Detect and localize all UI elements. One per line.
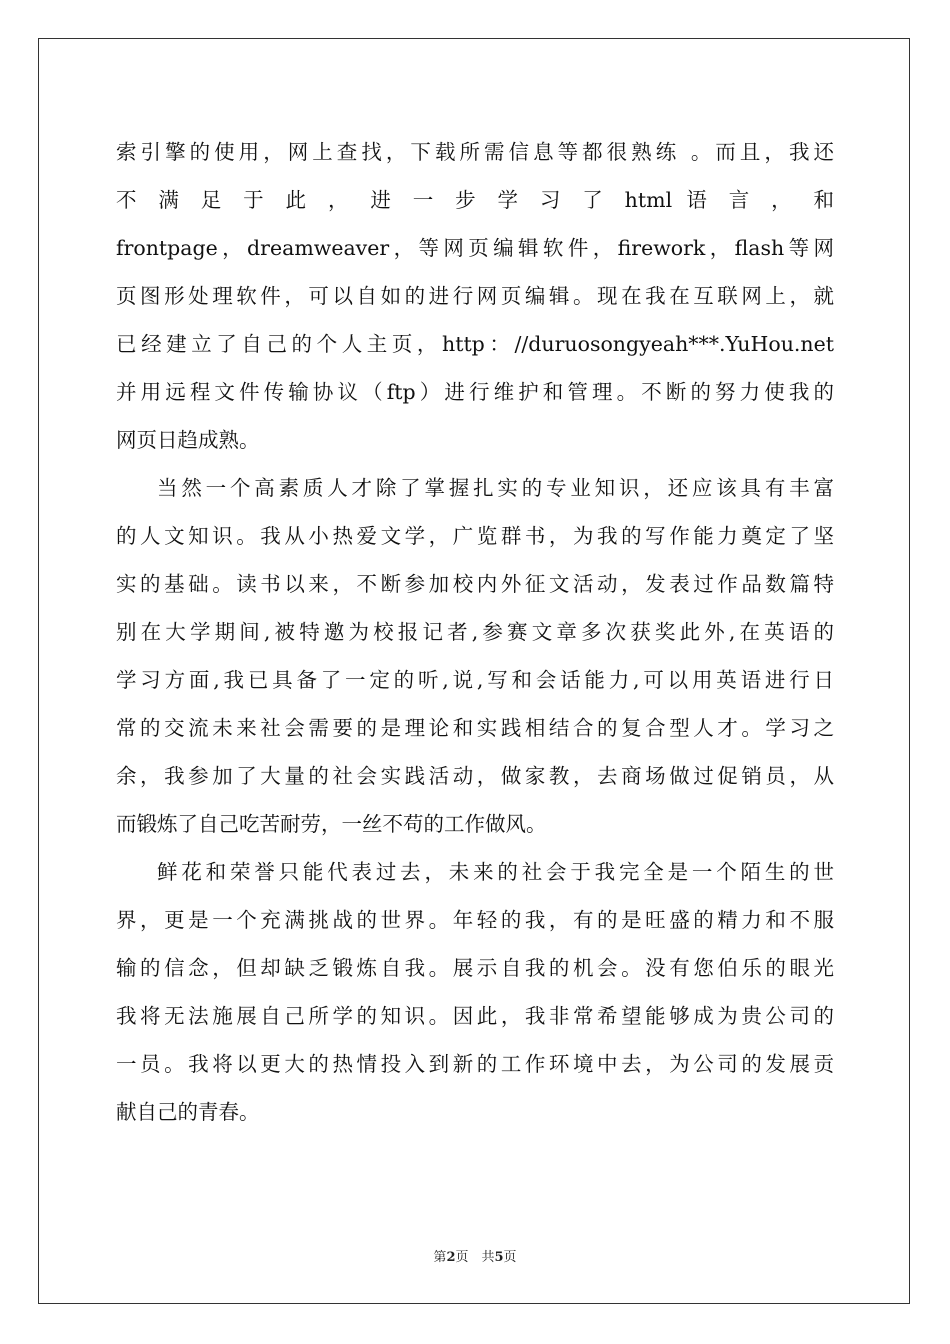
text-line: 一员。我将以更大的热情投入到新的工作环境中去，为公司的发展贡 (116, 1052, 834, 1076)
text-line: 网页日趋成熟。 (116, 428, 260, 452)
text-line: 实的基础。读书以来，不断参加校内外征文活动，发表过作品数篇特 (116, 572, 834, 596)
page-footer (0, 1246, 950, 1265)
text-line: frontpage，dreamweaver，等网页编辑软件，firework，flash等网 (116, 236, 834, 260)
text-line: 别在大学期间,被特邀为校报记者,参赛文章多次获奖此外,在英语的 (116, 620, 834, 644)
current-page-number: 2 (446, 1250, 456, 1265)
text-line: 我将无法施展自己所学的知识。因此，我非常希望能够成为贵公司的 (116, 1004, 834, 1028)
paragraph (116, 848, 834, 1136)
text-line: 不 满 足 于 此 ， 进 一 步 学 习 了 html 语 言 ， 和 (116, 188, 834, 212)
text-line: 输的信念，但却缺乏锻炼自我。展示自我的机会。没有您伯乐的眼光 (116, 956, 834, 980)
paragraph (116, 464, 834, 848)
total-page-count: 5 (494, 1250, 504, 1265)
text-line: 余，我参加了大量的社会实践活动，做家教，去商场做过促销员，从 (116, 764, 834, 788)
text-line: 献自己的青春。 (116, 1100, 260, 1124)
text-line: 当然一个高素质人才除了掌握扎实的专业知识，还应该具有丰富 (157, 476, 834, 500)
text-line: 的人文知识。我从小热爱文学，广览群书，为我的写作能力奠定了坚 (116, 524, 834, 548)
paragraph (116, 128, 834, 464)
text-line: 常的交流未来社会需要的是理论和实践相结合的复合型人才。学习之 (116, 716, 834, 740)
footer-prefix: 第 (433, 1250, 447, 1265)
text-line: 界，更是一个充满挑战的世界。年轻的我，有的是旺盛的精力和不服 (116, 908, 834, 932)
text-line: 并用远程文件传输协议（ftp）进行维护和管理。不断的努力使我的 (116, 380, 834, 404)
text-line: 鲜花和荣誉只能代表过去，未来的社会于我完全是一个陌生的世 (157, 860, 834, 884)
text-line: 索引擎的使用，网上查找，下载所需信息等都很熟练 。而且，我还 (116, 140, 834, 164)
text-line: 页图形处理软件，可以自如的进行网页编辑。现在我在互联网上，就 (116, 284, 834, 308)
text-line: 学习方面,我已具备了一定的听,说,写和会话能力,可以用英语进行日 (116, 668, 834, 692)
text-line: 已经建立了自己的个人主页，http：//duruosongyeah***.YuHou.net (116, 332, 834, 356)
text-line: 而锻炼了自己吃苦耐劳，一丝不苟的工作做风。 (116, 812, 547, 836)
footer-suffix: 页 (503, 1250, 517, 1265)
footer-mid: 页 共 (455, 1250, 495, 1265)
document-body (116, 128, 834, 1136)
